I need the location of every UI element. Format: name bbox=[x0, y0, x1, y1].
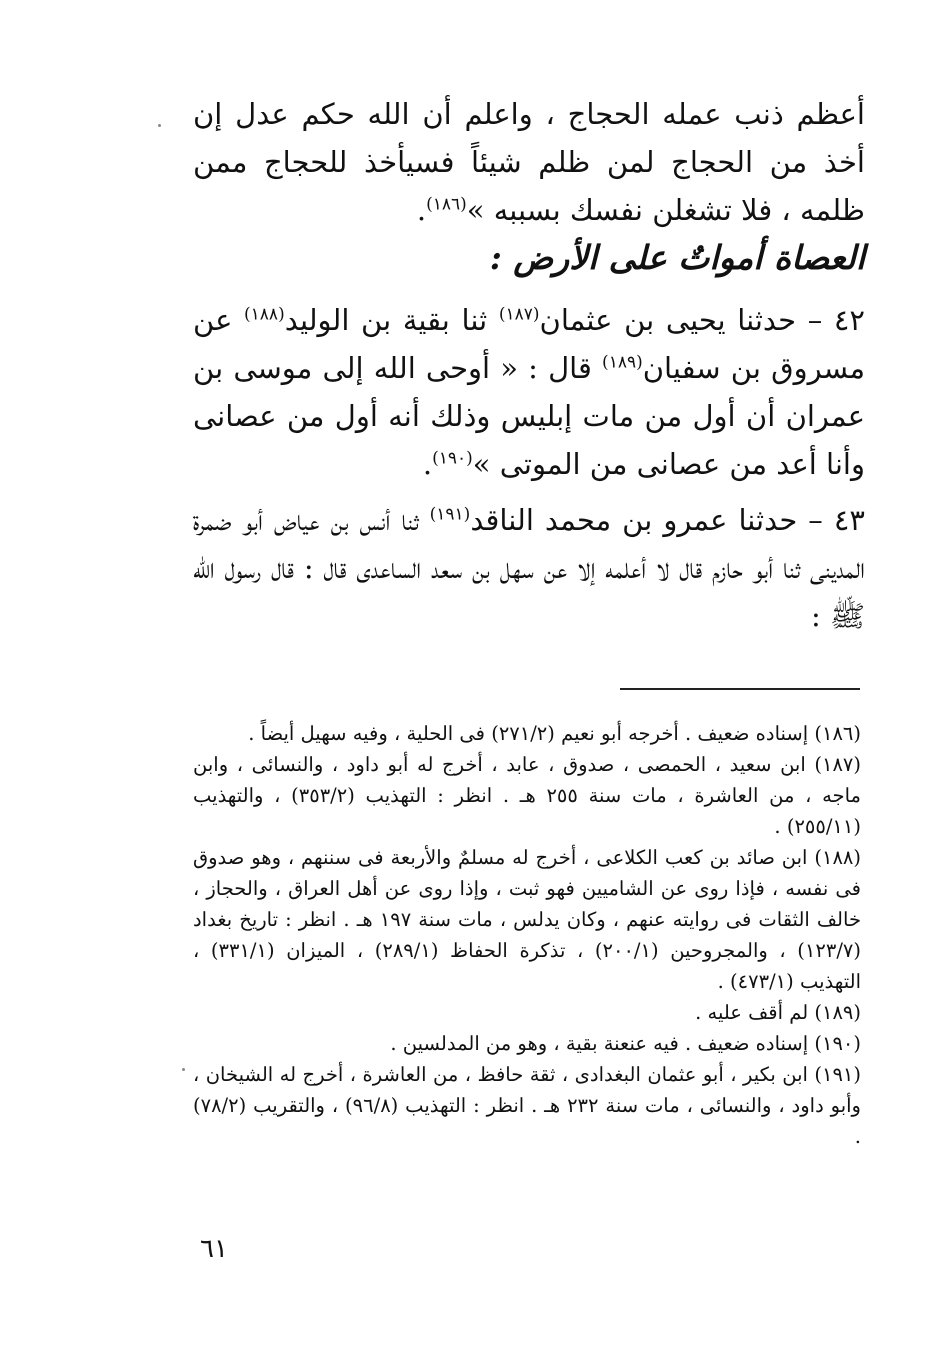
page-number: ٦١ bbox=[200, 1234, 228, 1264]
footnote-191: (١٩١) ابن بكير ، أبو عثمان البغدادى ، ثقة حافظ ، من العاشرة ، أخرج له الشيخان ، وأبو داود ، والنسائى ، مات سنة ٢٣٢ هـ . انظر : التهذيب (٩٦/٨) ، والتقريب (٧٨/٢) . bbox=[193, 1063, 861, 1148]
footnote-ref-191: (١٩١) bbox=[429, 504, 471, 525]
scan-speck bbox=[158, 124, 161, 127]
footnote-ref-189: (١٨٩) bbox=[602, 352, 643, 373]
footnote-188: (١٨٨) ابن صائد بن كعب الكلاعى ، أخرج له مسلمٌ والأربعة فى سننهم ، وهو صدوق فى نفسه ، فإذا روى عن الشاميين فهو ثبت ، وإذا روى عن أهل العراق ، والحجاز ، خالف الثقات فى روايته عنهم ، وكان يدلس ، مات سنة ١٩٧ هـ . انظر : تاريخ بغداد (١٢٣/٧) ، والمجروحين (٢٠٠/١) ، تذكرة الحفاظ (٢٨٩/١) ، الميزان (٣٣١/١) ، التهذيب (٤٧٣/١) . bbox=[193, 846, 861, 993]
footnote-separator bbox=[620, 688, 860, 690]
footnote-ref-187: (١٨٧) bbox=[498, 304, 540, 325]
footnotes-block bbox=[193, 718, 861, 1152]
hadith-42-paragraph bbox=[193, 296, 865, 488]
hadith-43-part2: ثنا أنس بن عياض أبو ضمرة المدينى ثنا أبو حازم قال لا أعلمه إلا عن سهل بن سعد الساعدى قال : قال رسول الله ﷺ : bbox=[193, 503, 865, 633]
footnote-ref-190: (١٩٠) bbox=[432, 448, 473, 469]
hadith-42-part4: قال : « أوحى الله إلى موسى بن عمران أن أول من مات إبليس وذلك أنه أول من عصانى وأنا أعد من عصانى من الموتى » bbox=[193, 351, 865, 481]
footnote-189: (١٨٩) لم أقف عليه . bbox=[695, 1001, 861, 1024]
intro-text: أعظم ذنب عمله الحجاج ، واعلم أن الله حكم عدل إن أخذ من الحجاج لمن ظلم شيئاً فسيأخذ للحجاج ممن ظلمه ، فلا تشغلن نفسك بسببه » bbox=[193, 97, 865, 227]
intro-end: . bbox=[416, 193, 427, 227]
footnote-187: (١٨٧) ابن سعيد ، الحمصى ، صدوق ، عابد ، أخرج له أبو داود ، والنسائى ، وابن ماجه ، من العاشرة ، مات سنة ٢٥٥ هـ . انظر : التهذيب (٣٥٣/٢) ، والتهذيب (٢٥٥/١١) . bbox=[193, 753, 861, 838]
hadith-43-part1: ٤٣ – حدثنا عمرو بن محمد الناقد bbox=[470, 503, 865, 537]
hadith-42-part1: ٤٢ – حدثنا يحيى بن عثمان bbox=[539, 303, 866, 337]
hadith-42-part2: ثنا بقية بن الوليد bbox=[284, 303, 499, 337]
scan-speck bbox=[182, 1068, 185, 1071]
footnote-ref-186: (١٨٦) bbox=[426, 194, 467, 215]
intro-paragraph bbox=[193, 90, 865, 234]
footnote-190: (١٩٠) إسناده ضعيف . فيه عنعنة بقية ، وهو من المدلسين . bbox=[390, 1032, 861, 1055]
hadith-42-end: . bbox=[422, 447, 433, 481]
footnote-186: (١٨٦) إسناده ضعيف . أخرجه أبو نعيم (٢٧١/٢) فى الحلية ، وفيه سهيل أيضاً . bbox=[248, 722, 861, 745]
hadith-43-paragraph bbox=[193, 496, 865, 640]
footnote-ref-188: (١٨٨) bbox=[244, 304, 285, 325]
hadith-42-part3: عن مسروق بن سفيان bbox=[193, 303, 865, 385]
section-heading: العصاة أمواتٌ على الأرض : bbox=[489, 238, 865, 277]
